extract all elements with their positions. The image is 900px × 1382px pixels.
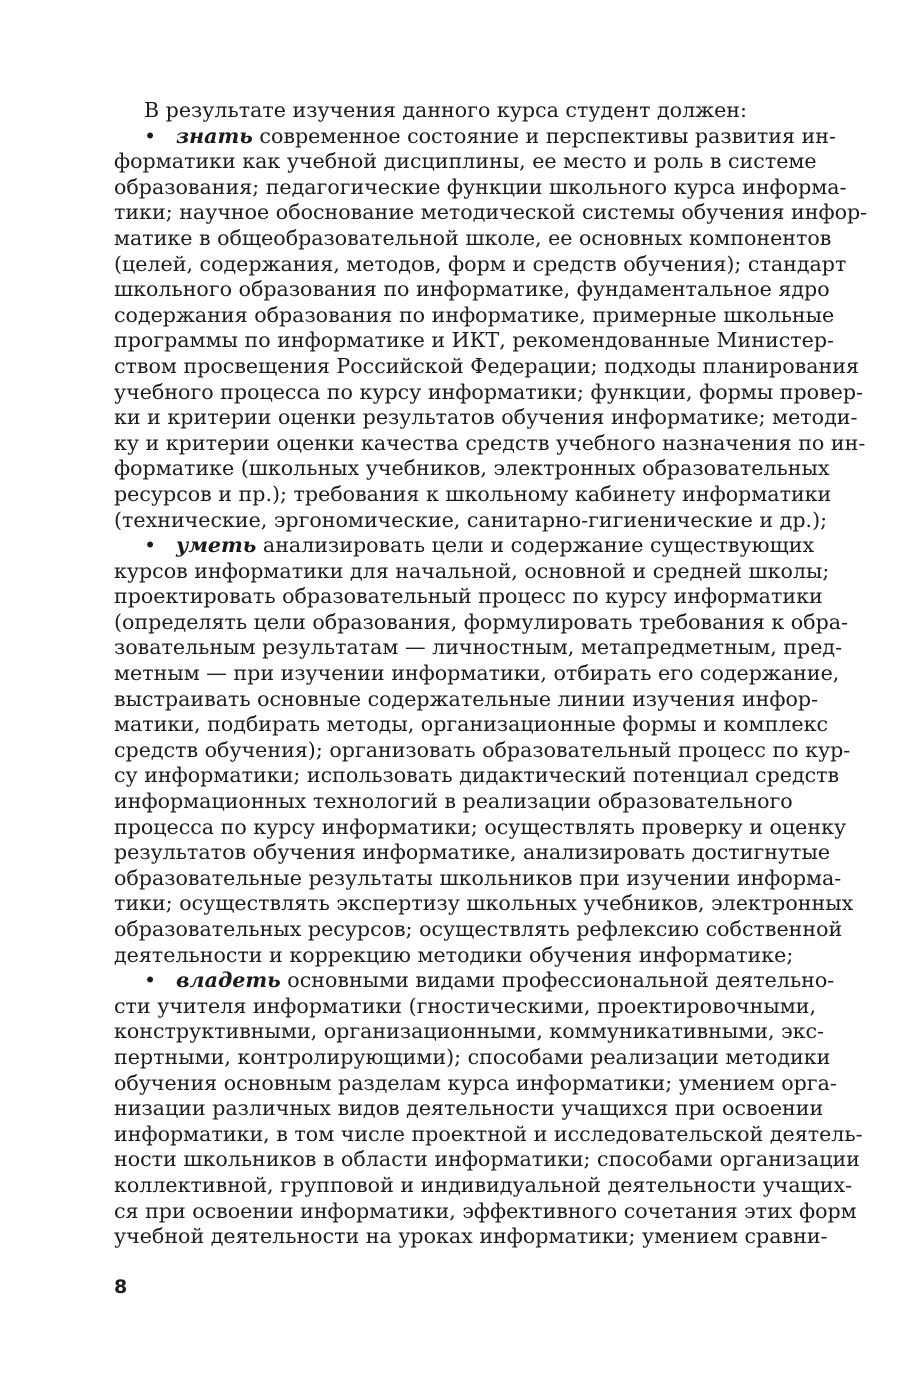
text-line: программы по информатике и ИКТ, рекомендованные Министер- <box>114 328 834 353</box>
text-line: метным — при изучении информатики, отбирать его содержание, <box>114 661 840 686</box>
bullet-icon: • <box>144 533 157 558</box>
text-line: выстраивать основные содержательные линии изучения инфор- <box>114 686 819 711</box>
bullet-icon: • <box>144 968 157 993</box>
bullet-item-first-line <box>114 123 836 150</box>
text-line: образовательных ресурсов; осуществлять рефлексию собственной <box>114 917 843 941</box>
text-line: деятельности и коррекцию методики обучения информатике; <box>114 942 794 967</box>
text-line: ки и критерии оценки результатов обучения информатике; методи- <box>114 405 858 430</box>
text-line: средств обучения); организовать образовательный процесс по кур- <box>114 737 851 762</box>
text-line: обучения основным разделам курса информатики; умением орга- <box>114 1070 837 1095</box>
text-line: пертными, контролирующими); способами реализации методики <box>114 1044 831 1069</box>
text-line: информационных технологий в реализации образовательного <box>114 789 793 814</box>
text-line: проектировать образовательный процесс по курсу информатики <box>114 584 823 609</box>
text-line: конструктивными, организационными, коммуникативными, экс- <box>114 1019 825 1044</box>
text-line: коллективной, групповой и индивидуальной деятельности учащих- <box>114 1172 853 1197</box>
text-line: низации различных видов деятельности учащихся при освоении <box>114 1096 824 1121</box>
text-line: ку и критерии оценки качества средств учебного назначения по ин- <box>114 430 866 455</box>
text-line: процесса по курсу информатики; осуществлять проверку и оценку <box>114 814 847 839</box>
text-line: ся при освоении информатики, эффективного сочетания этих форм <box>114 1198 857 1223</box>
text-line: образования; педагогические функции школьного курса информа- <box>114 174 847 199</box>
text-line: тики; осуществлять экспертизу школьных учебников, электронных <box>114 891 854 916</box>
text-line: су информатики; использовать дидактический потенциал средств <box>114 763 840 788</box>
text-line: матике в общеобразовательной школе, ее основных компонентов <box>114 225 832 250</box>
sections <box>114 123 868 1250</box>
bullet-icon: • <box>144 123 157 148</box>
bullet-text: анализировать цели и содержание существующих <box>256 533 815 558</box>
bullet-term: владеть <box>176 968 281 993</box>
bullet-text: основными видами профессиональной деятельно- <box>280 968 835 993</box>
text-line: матики, подбирать методы, организационные формы и комплекс <box>114 712 828 737</box>
text-line: содержания образования по информатике, примерные школьные <box>114 302 835 327</box>
bullet-item-first-line <box>114 968 835 994</box>
text-line: форматики как учебной дисциплины, ее место и роль в системе <box>114 149 817 174</box>
text-line: школьного образования по информатике, фундаментальное ядро <box>114 277 830 302</box>
intro-line: В результате изучения данного курса студент должен: <box>144 98 747 122</box>
text-line: (целей, содержания, методов, форм и средств обучения); стандарт <box>114 251 847 276</box>
text-line: тики; научное обоснование методической системы обучения инфор- <box>114 200 868 225</box>
bullet-text: современное состояние и перспективы развития ин- <box>252 123 836 148</box>
text-line: информатики, в том числе проектной и исследовательской деятель- <box>114 1121 863 1146</box>
text-line: (определять цели образования, формулировать требования к обра- <box>114 609 849 634</box>
text-line: образовательные результаты школьников при изучении информа- <box>114 865 842 890</box>
bullet-item-first-line <box>114 533 815 559</box>
text-line: ством просвещения Российской Федерации; подходы планирования <box>114 353 859 378</box>
page-body <box>114 98 868 1250</box>
text-line: (технические, эргономические, санитарно-гигиенические и др.); <box>114 507 828 532</box>
text-line: учебного процесса по курсу информатики; функции, формы провер- <box>114 379 863 404</box>
bullet-term: знать <box>176 123 253 148</box>
text-line: зовательным результатам — личностным, метапредметным, пред- <box>114 635 843 660</box>
text-line: курсов информатики для начальной, основной и средней школы; <box>114 558 830 583</box>
text-line: ресурсов и пр.); требования к школьному кабинету информатики <box>114 481 832 506</box>
bullet-term: уметь <box>176 533 257 558</box>
text-line: сти учителя информатики (гностическими, проектировочными, <box>114 993 817 1018</box>
text-line: ности школьников в области информатики; способами организации <box>114 1147 860 1172</box>
page-number: 8 <box>114 1276 128 1298</box>
text-line: учебной деятельности на уроках информатики; умением сравни- <box>114 1224 828 1249</box>
text-line: форматике (школьных учебников, электронных образовательных <box>114 456 830 481</box>
text-line: результатов обучения информатике, анализировать достигнутые <box>114 840 831 865</box>
